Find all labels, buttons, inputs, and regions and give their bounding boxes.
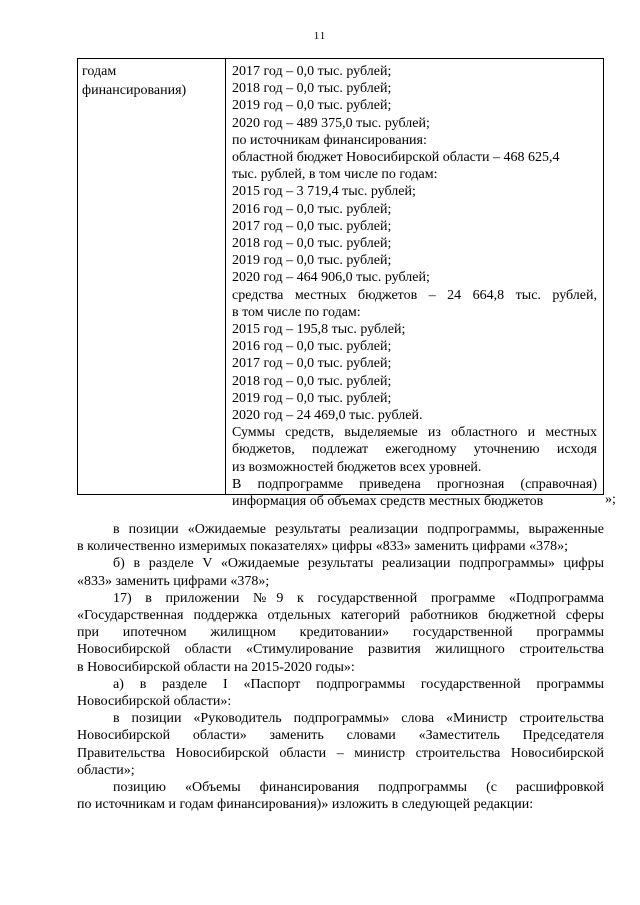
table-value-line: 2019 год – 0,0 тыс. рублей;: [232, 253, 392, 269]
table-label-line: годам: [82, 64, 117, 79]
table-value-line: тыс. рублей, в том числе по годам:: [232, 167, 438, 183]
table-value-line: 2016 год – 0,0 тыс. рублей;: [232, 339, 392, 355]
table-value-line: В подпрограмме приведена прогнозная (справочная): [232, 476, 597, 492]
body-line: в позиции «Ожидаемые результаты реализации подпрограммы, выраженные: [113, 522, 604, 537]
table-value-line: Суммы средств, выделяемые из областного и местных: [232, 425, 597, 441]
body-line: а) в разделе I «Паспорт подпрограммы государственной программы: [113, 676, 604, 692]
body-line: «833» заменить цифрами «378»;: [77, 573, 270, 589]
table-value-line: 2018 год – 0,0 тыс. рублей;: [232, 373, 392, 389]
table-value-line: 2016 год – 0,0 тыс. рублей;: [232, 201, 392, 217]
table-value-line: по источникам финансирования:: [232, 132, 427, 148]
table-value-line: областной бюджет Новосибирской области – 468 625,4: [232, 150, 560, 166]
table-value-line: 2017 год – 0,0 тыс. рублей;: [232, 218, 392, 234]
body-line: области»;: [77, 762, 135, 778]
body-line: Новосибирской области»:: [77, 694, 232, 710]
table-value-line: из возможностей бюджетов всех уровней.: [232, 459, 482, 475]
body-line: в Новосибирской области на 2015-2020 годы»:: [77, 659, 355, 675]
table-label-cell: [78, 59, 226, 494]
table-value-line: 2020 год – 489 375,0 тыс. рублей;: [232, 115, 430, 131]
table-value-line: 2018 год – 0,0 тыс. рублей;: [232, 236, 392, 252]
table-value-line: бюджетов, подлежат ежегодному уточнению исходя: [232, 442, 597, 458]
closing-quote-mark: »;: [605, 492, 616, 507]
table-value-line: 2017 год – 0,0 тыс. рублей;: [232, 356, 392, 372]
body-line: «Государственная поддержка отдельных категорий работников бюджетной сферы: [77, 608, 604, 624]
body-line: в позиции «Руководитель подпрограммы» слова «Министр строительства: [113, 711, 604, 727]
body-line: по источникам и годам финансирования)» изложить в следующей редакции:: [77, 797, 534, 813]
body-line: 17) в приложении №9 к государственной программе «Подпрограмма: [113, 590, 604, 606]
body-line: б) в разделе V «Ожидаемые результаты реализации подпрограммы» цифры: [113, 556, 604, 572]
body-line: Новосибирской области» заменить словами «Заместитель Председателя: [77, 728, 604, 744]
table-value-line: 2020 год – 464 906,0 тыс. рублей;: [232, 270, 430, 286]
body-line: Правительства Новосибирской области – министр строительства Новосибирской: [77, 745, 604, 761]
table-value-line: 2020 год – 24 469,0 тыс. рублей.: [232, 408, 423, 424]
page-number: 11: [313, 30, 327, 42]
table-value-line: 2018 год – 0,0 тыс. рублей;: [232, 81, 392, 97]
table-value-line: в том числе по годам:: [232, 304, 361, 320]
body-line: позицию «Объемы финансирования подпрограммы (с расшифровкой: [113, 780, 604, 796]
table-value-line: средства местных бюджетов – 24 664,8 тыс. рублей,: [232, 287, 597, 303]
table-value-cell: [226, 59, 603, 510]
table-value-line: 2017 год – 0,0 тыс. рублей;: [232, 64, 392, 79]
amendment-text: [77, 521, 604, 813]
table-value-line: 2019 год – 0,0 тыс. рублей;: [232, 390, 392, 406]
financing-table: [77, 58, 604, 510]
body-line: Новосибирской области «Стимулирование развития жилищного строительства: [77, 642, 604, 658]
body-line: при ипотечном жилищном кредитовании» государственной программы: [77, 625, 604, 641]
table-value-line: информация об объемах средств местных бюджетов: [232, 494, 544, 510]
table-value-line: 2015 год – 195,8 тыс. рублей;: [232, 322, 406, 338]
body-line: в количественно измеримых показателях» цифры «833» заменить цифрами «378»;: [77, 539, 569, 555]
table-label-line: финансирования): [82, 83, 187, 98]
table-value-line: 2019 год – 0,0 тыс. рублей;: [232, 98, 392, 114]
table-value-line: 2015 год – 3 719,4 тыс. рублей;: [232, 184, 416, 200]
